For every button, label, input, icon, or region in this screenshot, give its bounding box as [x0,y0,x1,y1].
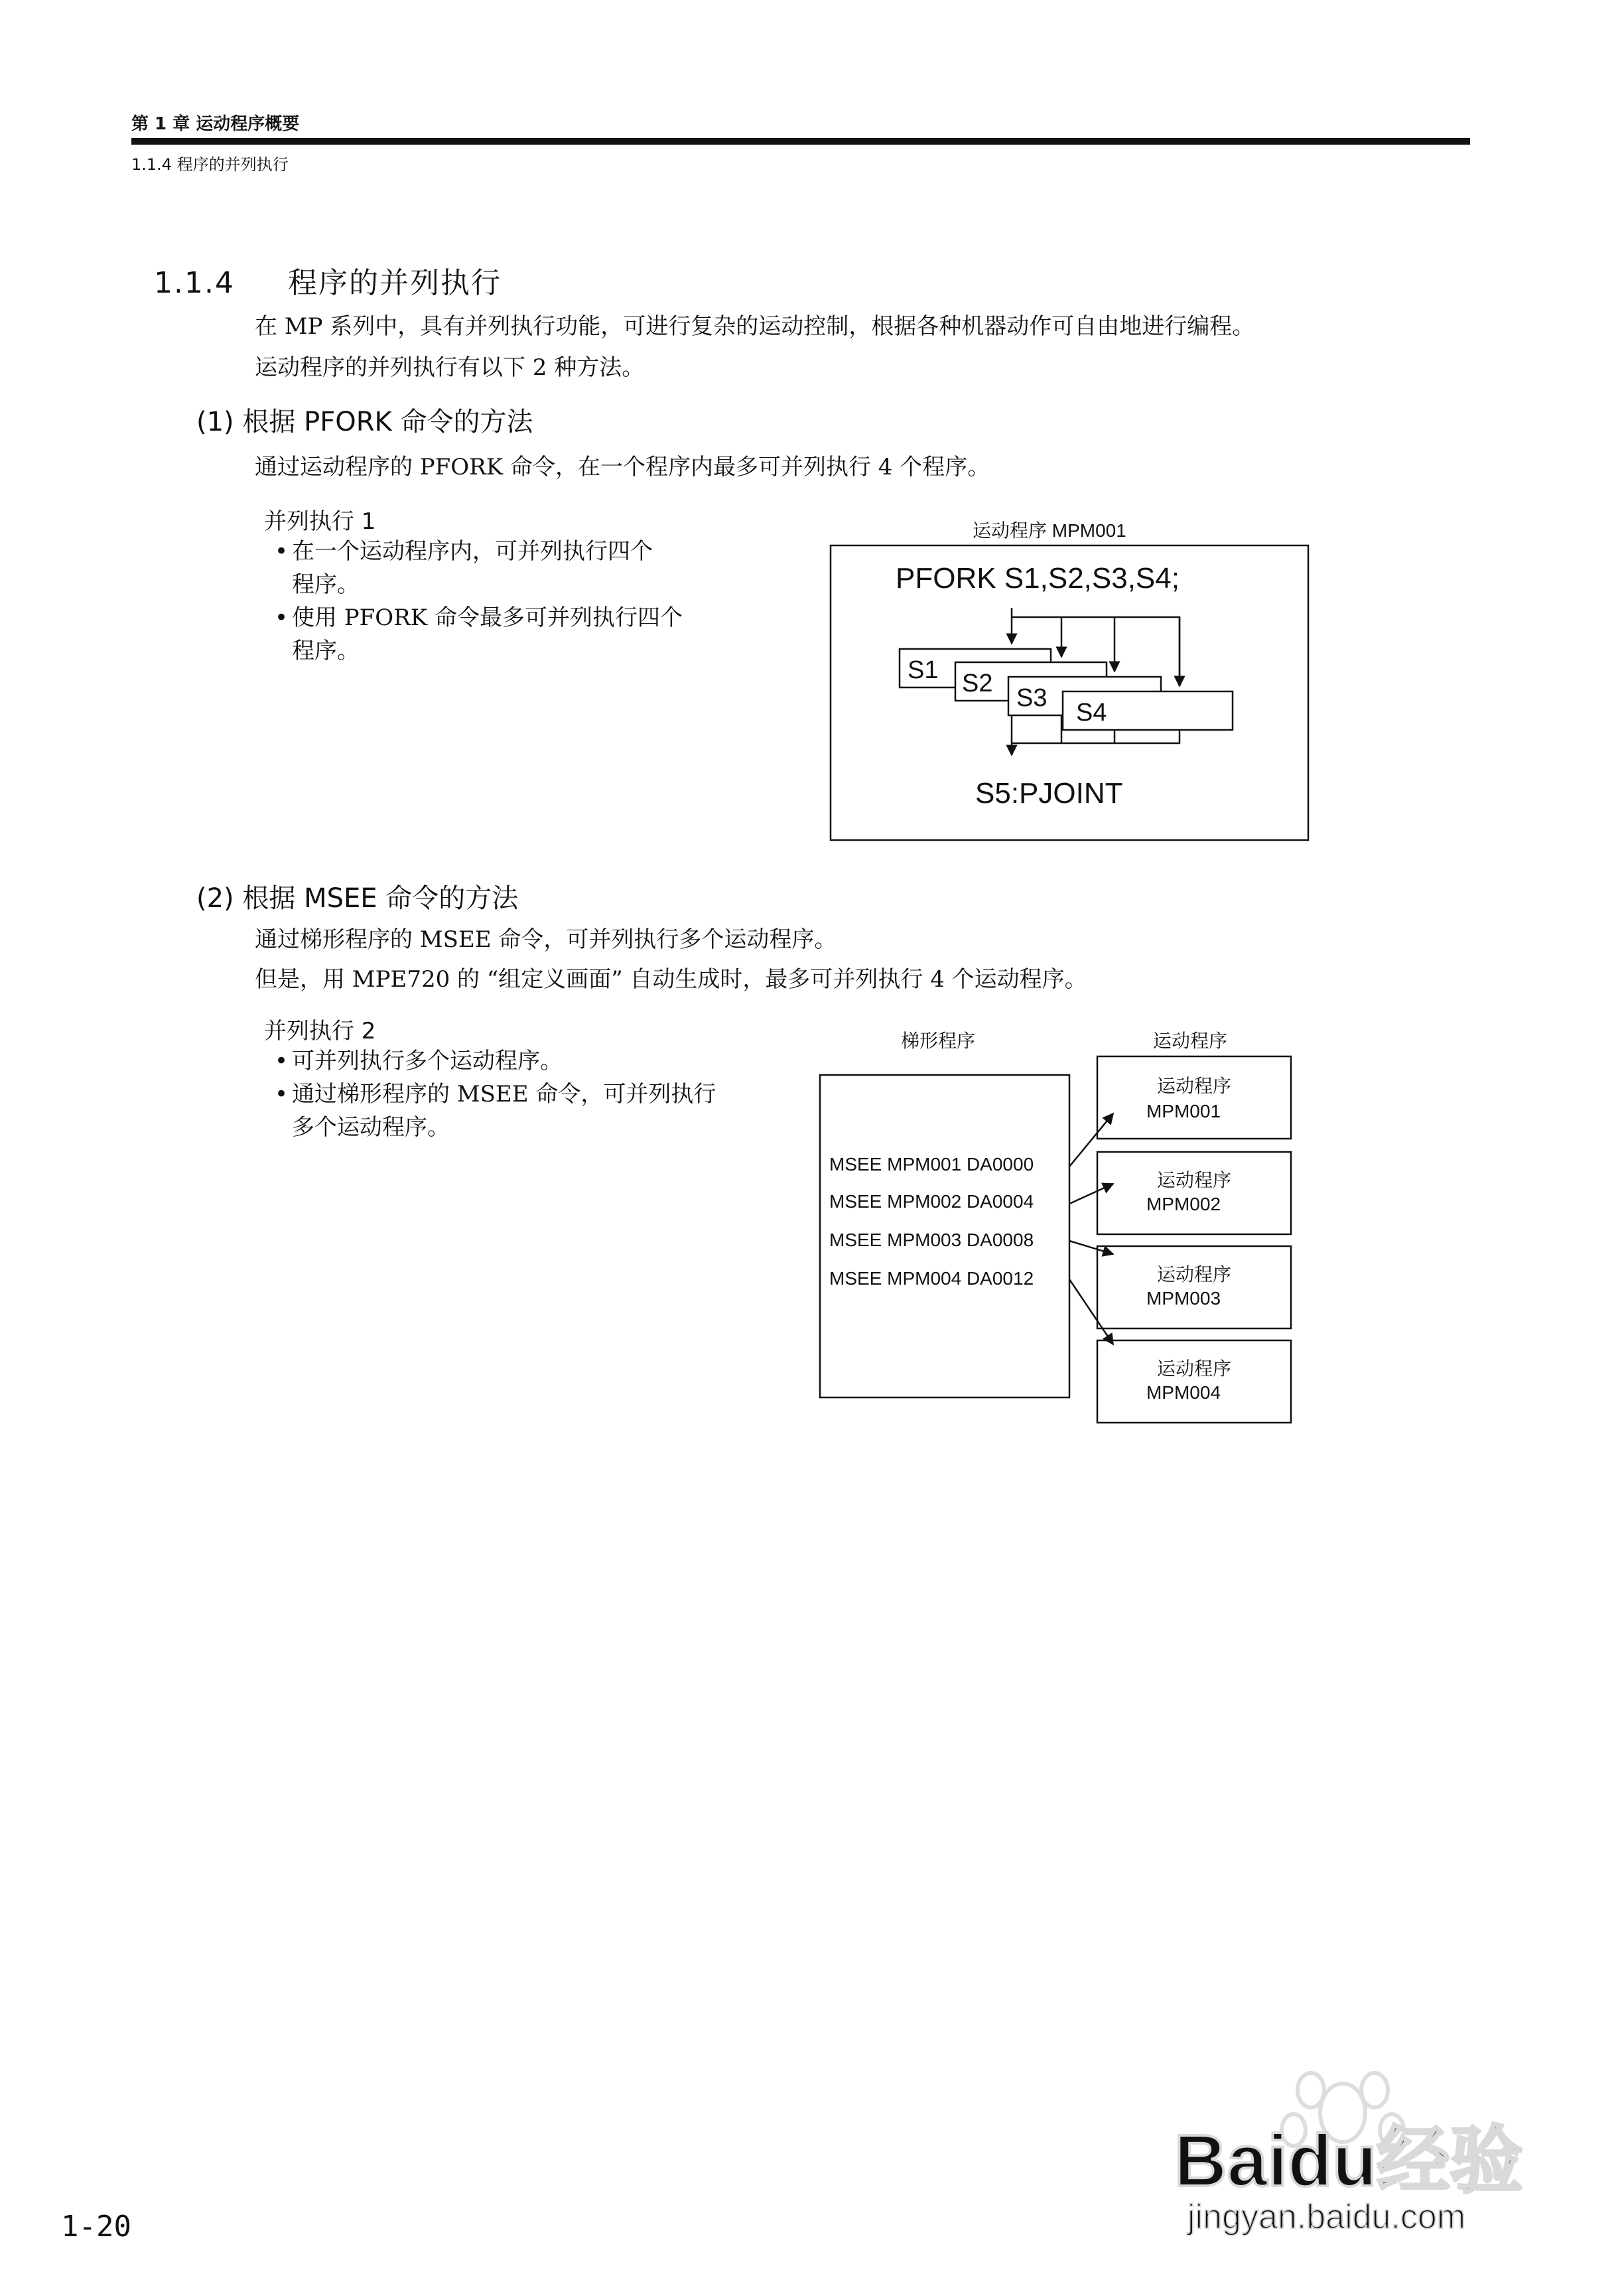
section-number: 1.1.4 [154,266,235,300]
msee-line-4: MSEE MPM004 DA0012 [829,1268,1034,1289]
method2-desc-2: 但是，用 MPE720 的 “组定义画面” 自动生成时，最多可并列执行 4 个运动程序。 [255,966,1087,993]
section-title-text: 程序的并列执行 [287,266,502,300]
join-bus [1012,730,1180,743]
svg-text:运动程序: 运动程序 [1156,1170,1232,1190]
bullet-dot: • [275,1048,289,1074]
method1-desc: 通过运动程序的 PFORK 命令，在一个程序内最多可并列执行 4 个程序。 [255,454,990,480]
svg-text:MPM002: MPM002 [1146,1194,1221,1214]
section-title [154,259,502,301]
motion-box-1 [1097,1056,1291,1139]
intro-line-2: 运动程序的并列执行有以下 2 种方法。 [255,354,645,381]
label-s4: S4 [1076,699,1107,727]
arrow-mpm003 [1069,1241,1113,1254]
label-s2: S2 [962,670,993,697]
motion-box-3 [1097,1246,1291,1328]
motion-box-2 [1097,1152,1291,1234]
svg-text:MPM003: MPM003 [1146,1288,1221,1309]
motion-box-4 [1097,1340,1291,1423]
method1-bullet-list [275,535,683,668]
arrow-mpm002 [1069,1184,1113,1204]
list-item: • 通过梯形程序的 MSEE 命令，可并列执行 多个运动程序。 [275,1078,716,1144]
list-item: • 在一个运动程序内，可并列执行四个 程序。 [275,535,683,601]
svg-text:MPM001: MPM001 [1146,1101,1221,1121]
msee-line-2: MSEE MPM002 DA0004 [829,1191,1034,1212]
page-number: 1-20 [61,2210,131,2244]
watermark-url: jingyan.baidu.com [1187,2198,1466,2236]
bullet-dot: • [275,538,289,565]
msee-diagram [809,1019,1300,1437]
pfork-command: PFORK S1,S2,S3,S4; [896,562,1180,595]
watermark-main: Baidu经验 [1174,2120,1523,2202]
motion-label: 运动程序 [1153,1031,1228,1051]
intro-line-1: 在 MP 系列中，具有并列执行功能，可进行复杂的运动控制，根据各种机器动作可自由地进行编程。 [255,313,1255,340]
bullet-dot: • [275,1081,289,1107]
msee-line-1: MSEE MPM001 DA0000 [829,1154,1034,1175]
label-s1: S1 [908,656,939,684]
svg-text:运动程序: 运动程序 [1156,1264,1232,1285]
pjoint-label: S5:PJOINT [975,777,1123,810]
arrow-mpm004 [1069,1279,1113,1344]
pfork-diagram [829,544,1314,844]
method2-subhead: 并列执行 2 [264,1018,376,1044]
bullet-dot: • [275,605,289,631]
baidu-watermark [1168,2064,1566,2236]
method2-heading: (2) 根据 MSEE 命令的方法 [196,883,519,914]
arrow-mpm001 [1069,1113,1113,1167]
header-rule [131,138,1470,145]
list-item: • 使用 PFORK 命令最多可并列执行四个 程序。 [275,601,683,668]
chapter-header: 第 1 章 运动程序概要 [131,114,300,134]
list-item: • 可并列执行多个运动程序。 [275,1044,716,1078]
method1-heading: (1) 根据 PFORK 命令的方法 [196,407,533,437]
label-s3: S3 [1016,684,1048,712]
method2-bullet-list [275,1044,716,1144]
svg-text:MPM004: MPM004 [1146,1382,1221,1403]
msee-line-3: MSEE MPM003 DA0008 [829,1230,1034,1250]
svg-text:运动程序: 运动程序 [1156,1358,1232,1379]
svg-text:运动程序: 运动程序 [1156,1076,1232,1096]
ladder-label: 梯形程序 [901,1031,976,1051]
figure1-caption: 运动程序 MPM001 [973,520,1126,541]
method2-desc-1: 通过梯形程序的 MSEE 命令，可并列执行多个运动程序。 [255,926,837,953]
method1-subhead: 并列执行 1 [264,508,376,535]
section-header: 1.1.4 程序的并列执行 [131,155,289,174]
